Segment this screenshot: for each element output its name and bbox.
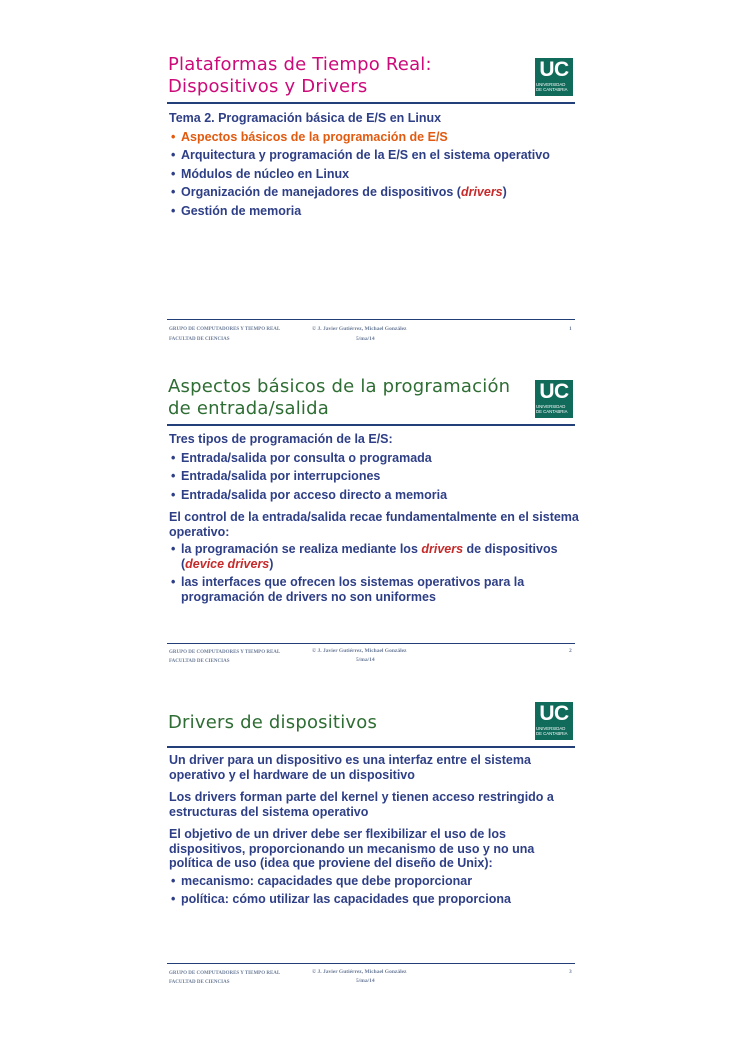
footer-faculty: FACULTAD DE CIENCIAS: [169, 980, 230, 985]
logo-subtitle: UNIVERSIDAD DE CANTABRIA: [536, 404, 568, 414]
paragraph: El control de la entrada/salida recae fundamentalmente en el sistema operativo:: [169, 510, 579, 539]
footer-authors: © J. Javier Gutiérrez, Michael González: [312, 648, 407, 654]
footer-date: 5/ma/14: [356, 657, 375, 663]
logo-subtitle: UNIVERSIDAD DE CANTABRIA: [536, 82, 568, 92]
bullet-item: • Módulos de núcleo en Linux: [171, 166, 350, 181]
page-number: 3: [569, 969, 572, 975]
footer-divider: [167, 643, 575, 644]
logo-text: UC: [539, 58, 569, 81]
slide-3: [0, 684, 744, 1006]
bullet-item: • Arquitectura y programación de la E/S en el sistema operativo: [171, 148, 550, 162]
bullet-item: • mecanismo: capacidades que debe proporcionar: [171, 873, 473, 888]
footer-date: 5/ma/14: [356, 978, 375, 984]
paragraph: Los drivers forman parte del kernel y tienen acceso restringido a estructuras del sistema operativo: [169, 790, 554, 819]
bullet-item: • la programación se realiza mediante los drivers de dispositivos (device drivers): [171, 542, 558, 571]
university-logo: [535, 702, 573, 740]
slide-title: Plataformas de Tiempo Real: Dispositivos y Drivers: [168, 54, 432, 97]
bullet-item: • Gestión de memoria: [171, 203, 302, 218]
footer-date: 5/ma/14: [356, 336, 375, 342]
footer-group: GRUPO DE COMPUTADORES Y TIEMPO REAL: [169, 327, 281, 332]
intro-text: Tres tipos de programación de la E/S:: [169, 432, 393, 446]
university-logo: [535, 380, 573, 418]
footer-authors: © J. Javier Gutiérrez, Michael González: [312, 969, 407, 975]
bullet-item: • política: cómo utilizar las capacidades que proporciona: [171, 892, 511, 906]
footer-authors: © J. Javier Gutiérrez, Michael González: [312, 326, 407, 332]
emphasis-text: drivers: [421, 542, 464, 556]
slide-2: [0, 362, 744, 684]
slide-content: [169, 432, 579, 608]
footer-faculty: FACULTAD DE CIENCIAS: [169, 337, 230, 342]
bullet-item: • Entrada/salida por consulta o programada: [171, 450, 432, 465]
footer-faculty: FACULTAD DE CIENCIAS: [169, 659, 230, 664]
bullet-item: • Organización de manejadores de dispositivos (drivers): [171, 185, 507, 199]
emphasis-text: device drivers: [185, 556, 270, 571]
emphasis-text: drivers: [460, 185, 503, 199]
bullet-item: • Entrada/salida por interrupciones: [171, 469, 381, 483]
title-divider: [167, 424, 575, 426]
logo-text: UC: [539, 380, 569, 403]
university-logo: [535, 58, 573, 96]
paragraph: Un driver para un dispositivo es una interfaz entre el sistema operativo y el hardware de un dispositivo: [169, 753, 531, 782]
bullet-item: • Aspectos básicos de la programación de E/S: [171, 129, 448, 144]
topic-heading: Tema 2. Programación básica de E/S en Linux: [169, 111, 442, 125]
logo-subtitle: UNIVERSIDAD DE CANTABRIA: [536, 726, 568, 736]
slide-title: Drivers de dispositivos: [168, 712, 378, 733]
footer-divider: [167, 319, 575, 320]
bullet-item: • Entrada/salida por acceso directo a memoria: [171, 487, 448, 502]
title-divider: [167, 102, 575, 104]
title-divider: [167, 746, 575, 748]
footer-group: GRUPO DE COMPUTADORES Y TIEMPO REAL: [169, 971, 281, 976]
logo-text: UC: [539, 702, 569, 725]
slide-title: Aspectos básicos de la programación de entrada/salida: [168, 376, 511, 419]
slide-1: [0, 40, 744, 362]
footer-divider: [167, 963, 575, 964]
slide-content: [169, 753, 579, 911]
page-number: 1: [569, 326, 572, 332]
footer-group: GRUPO DE COMPUTADORES Y TIEMPO REAL: [169, 650, 281, 655]
paragraph: El objetivo de un driver debe ser flexibilizar el uso de los dispositivos, proporcionando un mecanismo de uso y no una política de uso (idea que proviene del diseño de Unix):: [169, 827, 535, 870]
slide-content: [169, 111, 579, 222]
bullet-item: • las interfaces que ofrecen los sistemas operativos para la programación de drivers no son uniformes: [171, 575, 525, 604]
page-number: 2: [569, 648, 572, 654]
